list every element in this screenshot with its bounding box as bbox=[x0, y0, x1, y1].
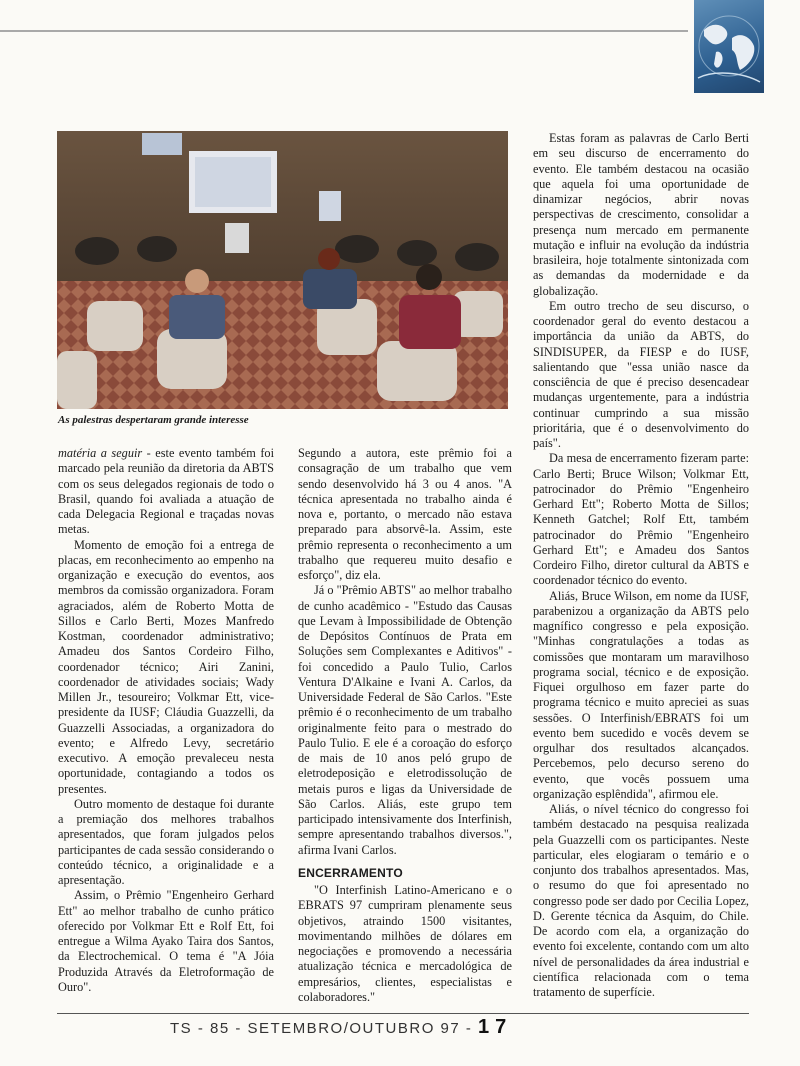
lead-italic-text: matéria a seguir bbox=[58, 446, 143, 460]
issue-label: TS - 85 - SETEMBRO/OUTUBRO 97 - bbox=[170, 1020, 473, 1037]
paragraph: Aliás, o nível técnico do congresso foi também destacado na pesquisa realizada pela Guazzelli com os participantes. Neste particular, eles elogiaram o temário e o conjunto dos trabalhos apresentados. Mas, o resumo do que foi apresentado no congresso pode ser dado por Cecilia Lopez, D. Gerente técnica da Asquim, do Chile. De acordo com ela, a organização do evento foi excelente, contando com um alto nível de personalidades da área industrial e científica relacionada com o tema tratamento de superfície. bbox=[533, 802, 749, 999]
paragraph: Aliás, Bruce Wilson, em nome da IUSF, parabenizou a organização da ABTS pelo magnífico congresso e pela exposição. "Minhas congratulações a todas as comissões que montaram um maravilhoso programa social, técnico e de exposição. Fiquei orgulhoso em fazer parte do programa técnico e muito apreciei as suas sessões. O Interfinish/EBRATS foi um evento bem sucedido e vocês devem se orgulhar dos resultados alcançados. Percebemos, pelo decurso sereno do evento, que vocês possuem uma organização esplêndida", afirmou ele. bbox=[533, 588, 749, 801]
paragraph bbox=[58, 446, 274, 538]
page-number: 17 bbox=[478, 1016, 513, 1038]
photo-caption: As palestras despertaram grande interesse bbox=[58, 414, 249, 426]
paragraph: Da mesa de encerramento fizeram parte: Carlo Berti; Bruce Wilson; Volkmar Ett, patrocinador do Prêmio "Engenheiro Gerhard Ett"; Roberto Motta de Sillos; Kenneth Gatchel; Rolf Ett, também patrocinador do Prêmio "Engenheiro Gerhard Ett"; e Amadeu dos Santos Cordeiro Filho, diretor cultural da ABTS e coordenador técnico do evento. bbox=[533, 451, 749, 588]
section-heading: ENCERRAMENTO bbox=[298, 865, 403, 880]
footer-rule bbox=[57, 1013, 749, 1014]
lead-text: - este evento também foi marcado pela reunião da diretoria da ABTS com os seus delegados regionais de todo o Brasil, quando foi avaliada a atuação de cada Delegacia Regional e traçadas novas metas. bbox=[58, 446, 274, 537]
paragraph: Em outro trecho de seu discurso, o coordenador geral do evento destacou a importância da união da ABTS, do SINDISUPER, da FIESP e do IUSF, salientando que "essa união nasce da consciência de que é preciso desencadear mudanças urgentemente, para a indústria continuar cumprindo a sua missão prioritária, que é o desenvolvimento do país". bbox=[533, 298, 749, 450]
article-column-3 bbox=[533, 131, 749, 1000]
page-footer bbox=[170, 1016, 530, 1039]
paragraph: Assim, o Prêmio "Engenheiro Gerhard Ett" ao melhor trabalho de cunho prático oferecido por Volkmar Ett e Rolf Ett, foi entregue a Wilma Ayako Taira dos Santos, da Electrochemical. O tema é "A Jóia Produzida Através da Eletroformação de Ouro". bbox=[58, 888, 274, 994]
paragraph: Momento de emoção foi a entrega de placas, em reconhecimento ao empenho na organização e execução do eventos, aos membros da comissão organizadora. Foram agraciados, além de Roberto Motta de Sillos e Carlo Berti, Mozes Manfredo Kostman, coordenador administrativo; Amadeu dos Santos Cordeiro Filho, coordenador técnico; Airi Zanini, coordenador de atividades sociais; Wady Millen Jr., tesoureiro; Volkmar Ett, vice-presidente da IUSF; Cláudia Guazzelli, da Guazzelli Associadas, a organizadora do evento; e Alfredo Levy, secretário executivo. A emoção prevaleceu nesta oportunidade, contagiando a todos os presentes. bbox=[58, 537, 274, 796]
article-column-1 bbox=[58, 446, 274, 995]
paragraph: Segundo a autora, este prêmio foi a consagração de um trabalho que vem sendo desenvolvido há 3 ou 4 anos. "A técnica apresentada no trabalho ainda é nova e, portanto, o mercado não estava preparado para absorvê-la. Assim, este prêmio representa o reconhecimento a um trabalho que requereu muito desafio e esforço", diz ela. bbox=[298, 446, 512, 582]
header-rule bbox=[0, 30, 688, 32]
paragraph: Estas foram as palavras de Carlo Berti em seu discurso de encerramento do evento. Ele também destacou na ocasião que aquela foi uma oportunidade de dinamizar negócios, abrir novas perspectivas de crescimento, consolidar a presença num mercado em permanente mutação e influir na evolução da indústria brasileira, hoje totalmente sintonizada com as demandas da modernidade e da globalização. bbox=[533, 131, 749, 298]
paragraph: "O Interfinish Latino-Americano e o EBRATS 97 cumpriram plenamente seus objetivos, atraindo 1500 visitantes, movimentando milhões de dólares em negociações e promovendo a necessária atualização técnica e mercadológica de empresários, clientes, especialistas e colaboradores." bbox=[298, 883, 512, 1004]
article-column-2 bbox=[298, 446, 512, 1005]
paragraph: Já o "Prêmio ABTS" ao melhor trabalho de cunho acadêmico - "Estudo das Causas que Levam à Impossibilidade de Obtenção de Depósitos Contínuos de Prata em Soluções sem Complexantes e Aditivos" - foi concedido a Paulo Tulio, Carlos Ventura D'Alkaine e Ivani A. Carlos, da Universidade Federal de São Carlos. "Este prêmio é o reconhecimento de um trabalho originalmente feito para o mestrado do Paulo Tulio. E ele é a coroação do esforço de mais de 10 anos peló grupo de eletrodeposição e eletrodissolução de metais puros e ligas da Universidade de São Carlos. Aliás, este grupo tem participado intensivamente dos Interfinish, sempre apresentando trabalhos diversos.", afirma Ivani Carlos. bbox=[298, 583, 512, 857]
conference-photo bbox=[57, 131, 508, 409]
paragraph: Outro momento de destaque foi durante a premiação dos melhores trabalhos apresentados, que foram julgados pelos participantes de cada sessão considerando o conteúdo técnico, a originalidade e a apresentação. bbox=[58, 796, 274, 887]
globe-logo-icon bbox=[694, 0, 764, 93]
